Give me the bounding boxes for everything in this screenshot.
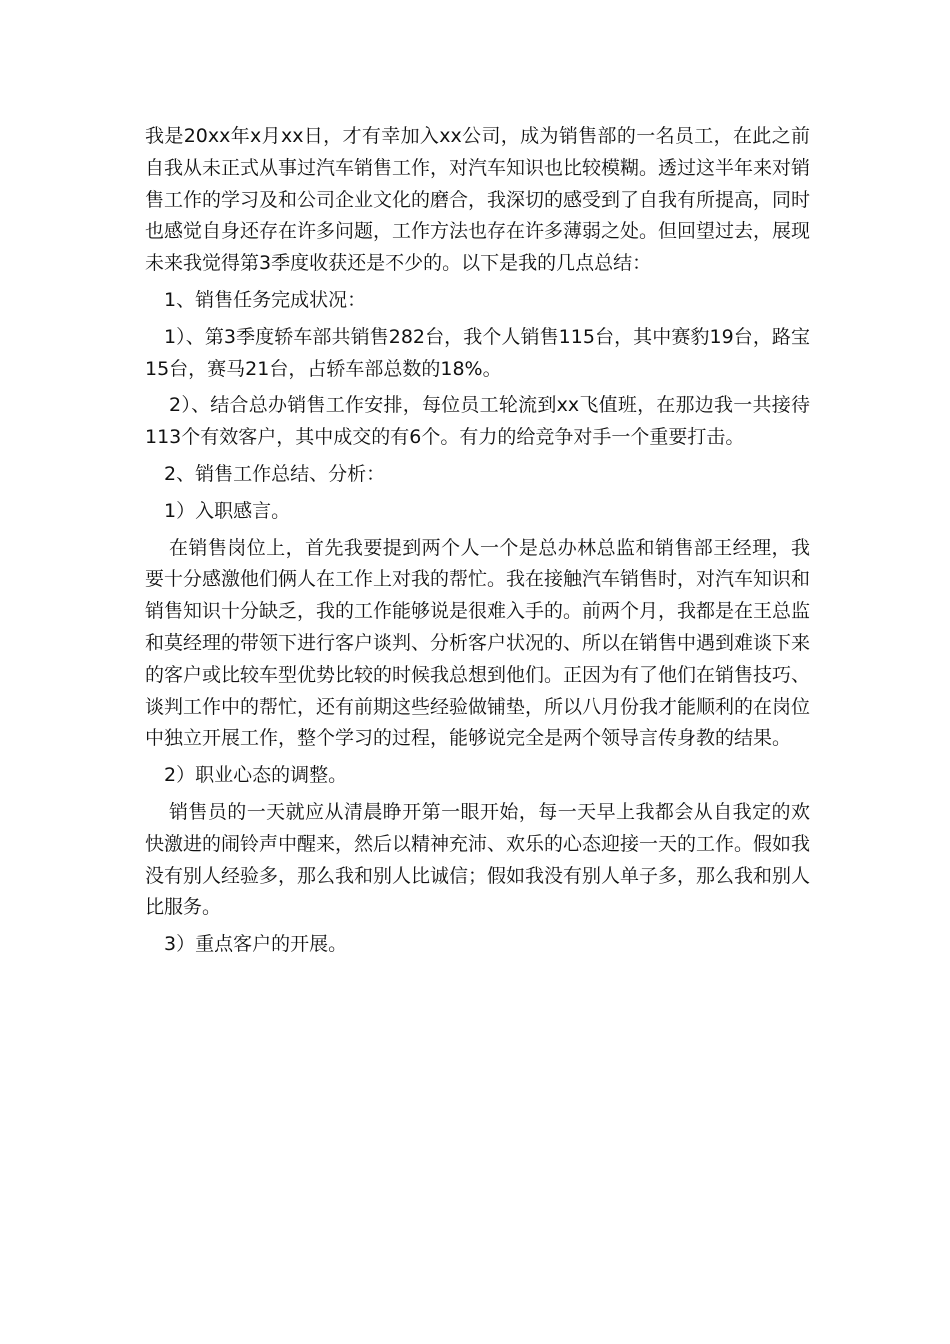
mindset-paragraph: 销售员的一天就应从清晨睁开第一眼开始，每一天早上我都会从自我定的欢快激进的闹铃声中醒来，然后以精神充沛、欢乐的心态迎接一天的工作。假如我没有别人经验多，那么我和别人比诚信；假如我没有别人单子多，那么我和别人比服务。 [145,800,811,919]
duty-reception-paragraph: 2）、结合总办销售工作安排，每位员工轮流到xx飞值班，在那边我一共接待113个有效客户，其中成交的有6个。有力的给竞争对手一个重要打击。 [145,394,810,449]
sales-figures-paragraph: 1）、第3季度轿车部共销售282台，我个人销售115台，其中赛豹19台，路宝15台，赛马21台，占轿车部总数的18%。 [145,325,810,380]
subheading-onboarding: 1）入职感言。 [164,499,291,522]
intro-paragraph: 我是20xx年x月xx日，才有幸加入xx公司，成为销售部的一名员工，在此之前自我从未正式从事过汽车销售工作，对汽车知识也比较模糊。透过这半年来对销售工作的学习及和公司企业文化的磨合，我深切的感受到了自我有所提高，同时也感觉自身还存在许多问题，工作方法也存在许多薄弱之处。但回望过去，展现未来我觉得第3季度收获还是不少的。以下是我的几点总结： [145,125,811,275]
document-page [145,121,810,966]
section-heading-sales-task: 1、销售任务完成状况： [164,288,367,311]
subheading-key-clients: 3）重点客户的开展。 [164,933,348,956]
subheading-mindset: 2）职业心态的调整。 [164,764,348,787]
onboarding-paragraph: 在销售岗位上，首先我要提到两个人一个是总办林总监和销售部王经理，我要十分感激他们俩人在工作上对我的帮忙。我在接触汽车销售时，对汽车知识和销售知识十分缺乏，我的工作能够说是很难入手的。前两个月，我都是在王总监和莫经理的带领下进行客户谈判、分析客户状况的、所以在销售中遇到难谈下来的客户或比较车型优势比较的时候我总想到他们。正因为有了他们在销售技巧、谈判工作中的帮忙，还有前期这些经验做铺垫，所以八月份我才能顺利的在岗位中独立开展工作，整个学习的过程，能够说完全是两个领导言传身教的结果。 [145,536,811,750]
section-heading-summary-analysis: 2、销售工作总结、分析： [164,462,386,485]
